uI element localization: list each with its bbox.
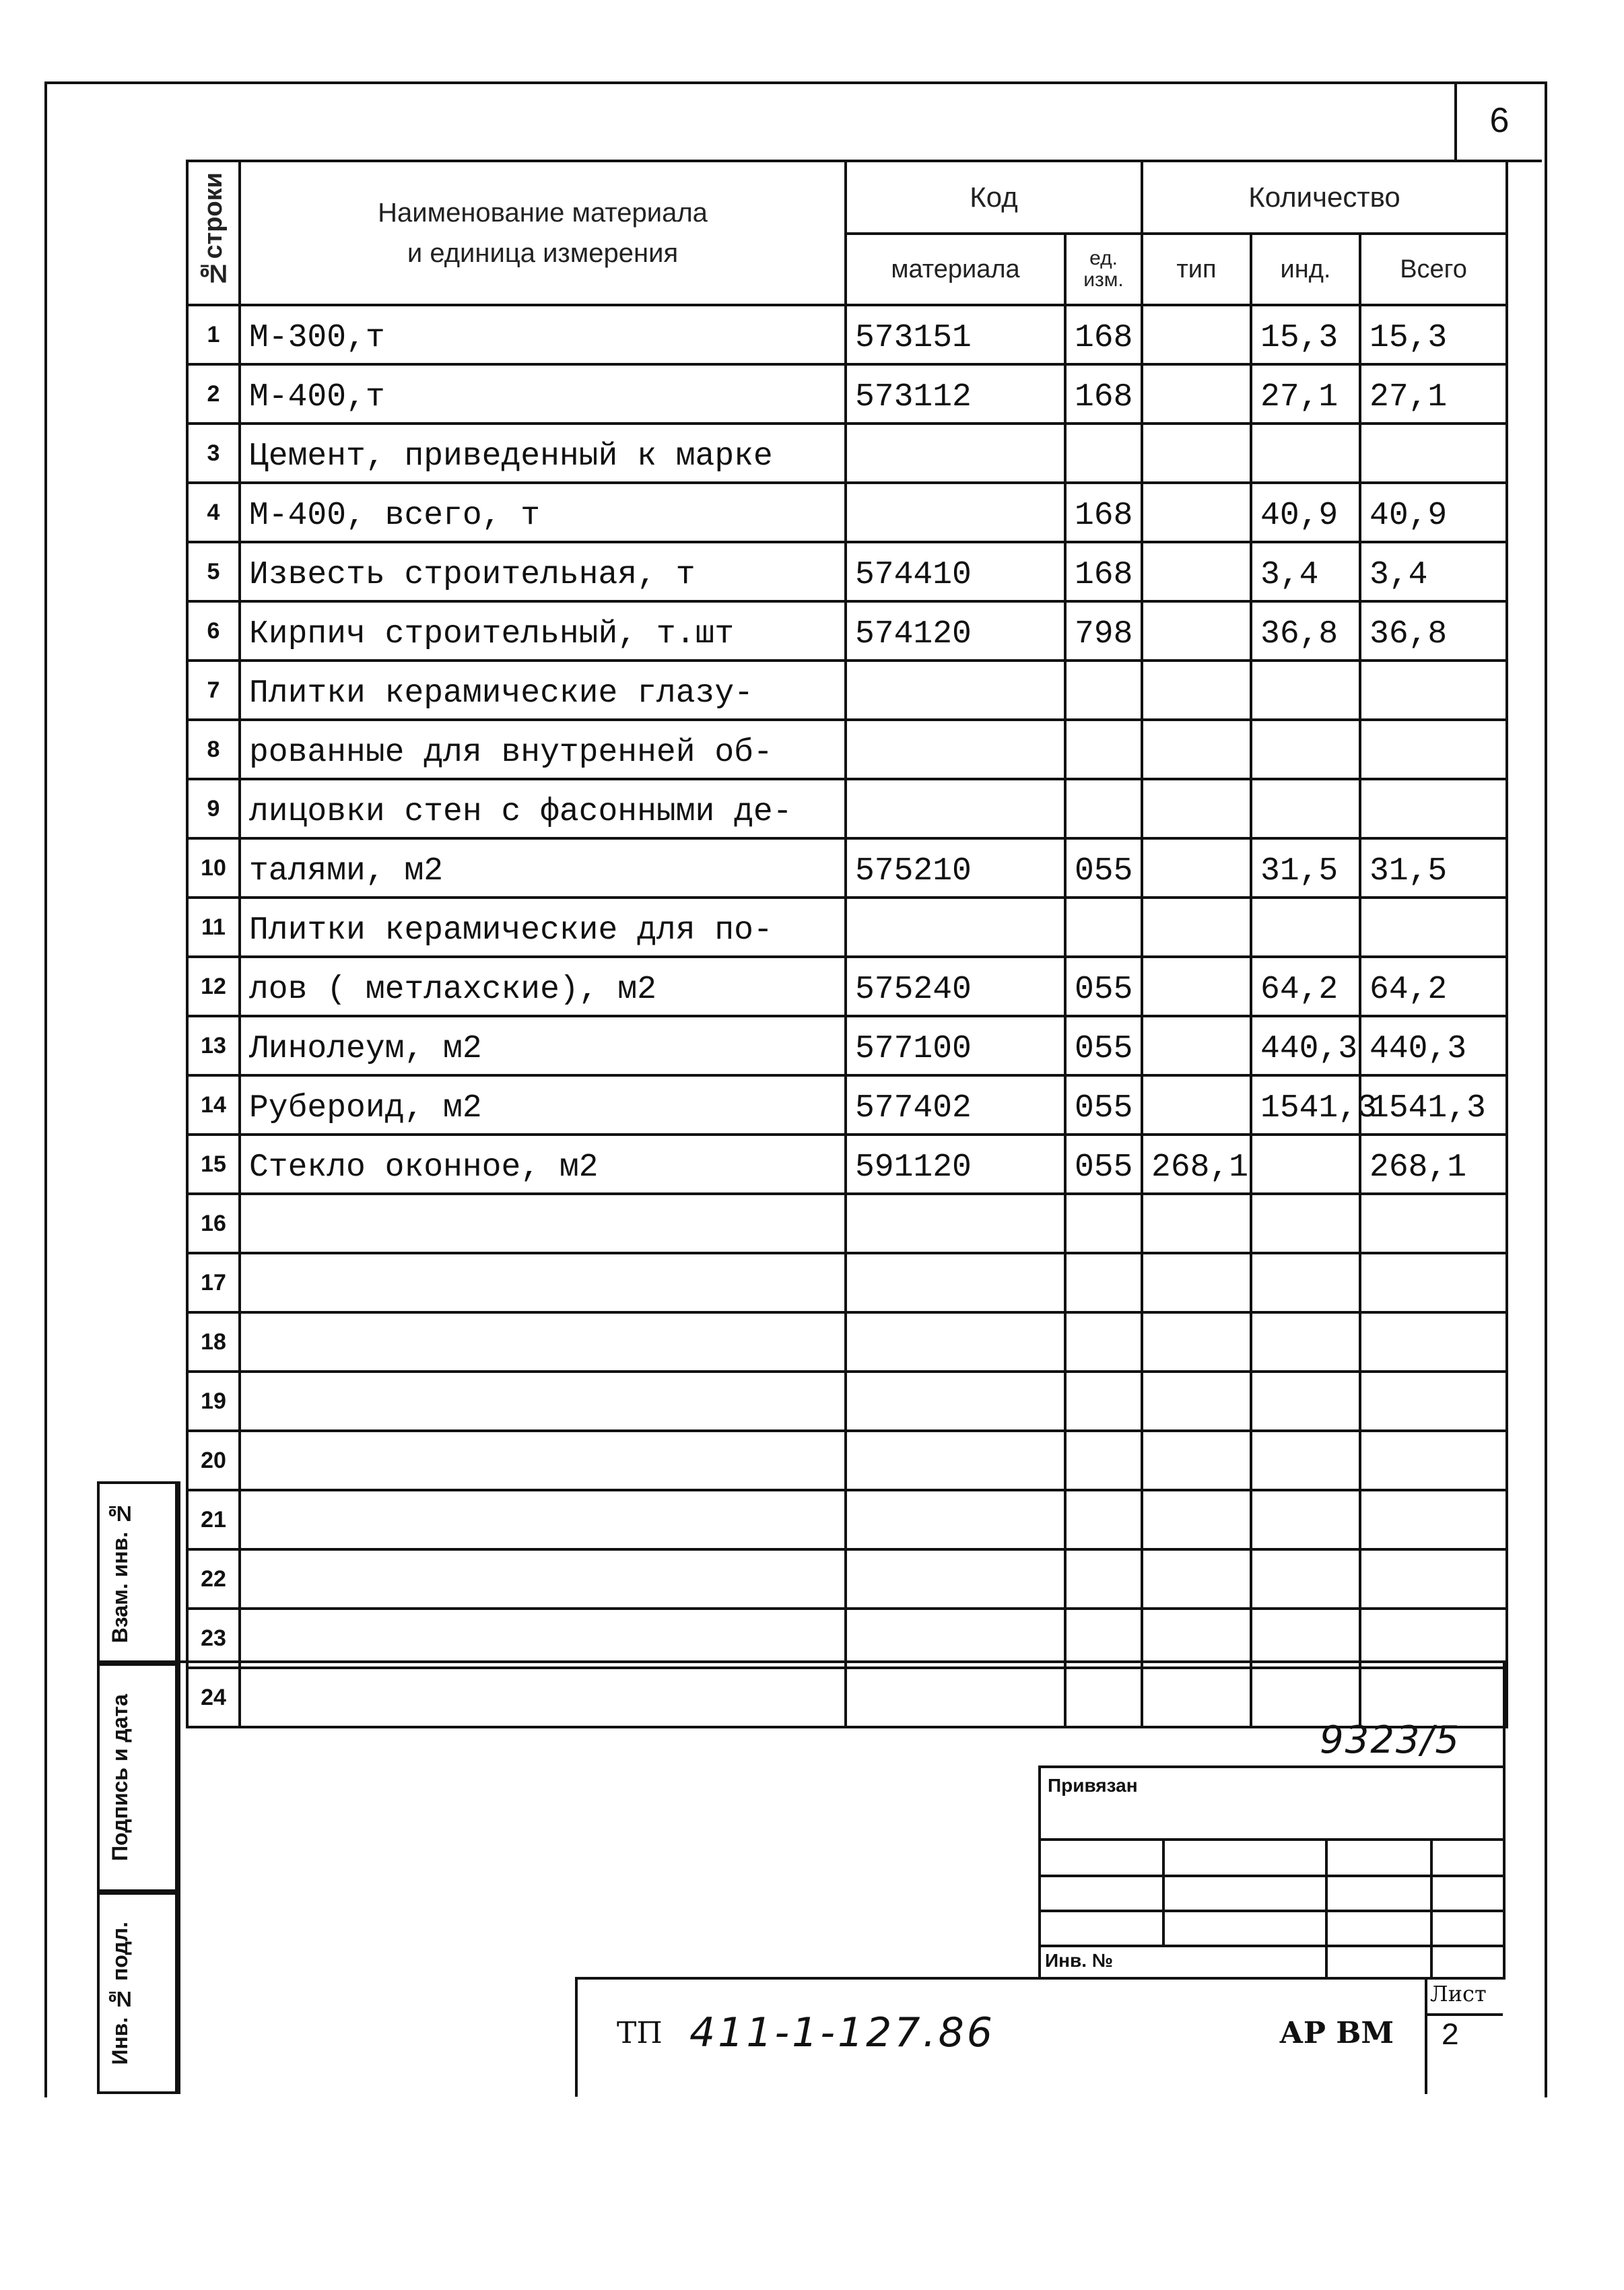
cell-name (240, 1194, 846, 1253)
signature-date-box (97, 1663, 178, 1892)
cell-ind: 40,9 (1251, 483, 1360, 542)
header-quantity: Количество (1142, 161, 1507, 234)
cell-total (1360, 1194, 1507, 1253)
cell-code (846, 1372, 1065, 1431)
table-row (187, 601, 1507, 661)
cell-typ: 268,1 (1142, 1135, 1251, 1194)
inv-original-label: Инв. № подл. (108, 1921, 132, 2065)
cell-typ (1142, 1372, 1251, 1431)
cell-typ (1142, 1490, 1251, 1549)
tb-line-2 (1038, 1875, 1503, 1877)
cell-ind: 31,5 (1251, 838, 1360, 898)
cell-unit: 798 (1065, 601, 1142, 661)
cell-n: 18 (187, 1312, 240, 1372)
cell-n: 20 (187, 1431, 240, 1490)
cell-n: 16 (187, 1194, 240, 1253)
cell-unit (1065, 1609, 1142, 1668)
cell-unit: 055 (1065, 957, 1142, 1016)
cell-typ (1142, 542, 1251, 601)
cell-total (1360, 720, 1507, 779)
cell-n: 15 (187, 1135, 240, 1194)
cell-name: Кирпич строительный, т.шт (240, 601, 846, 661)
table-row (187, 1075, 1507, 1135)
table-row (187, 1490, 1507, 1549)
tb-line-1 (1038, 1838, 1503, 1841)
cell-ind (1251, 1372, 1360, 1431)
tb-vline-2 (1325, 1838, 1328, 1980)
cell-ind (1251, 1312, 1360, 1372)
cell-n: 19 (187, 1372, 240, 1431)
header-material: материала (846, 234, 1065, 305)
cell-unit (1065, 779, 1142, 838)
cell-n: 21 (187, 1490, 240, 1549)
cell-code (846, 1253, 1065, 1312)
cell-n: 12 (187, 957, 240, 1016)
table-row (187, 1668, 1507, 1727)
cell-code (846, 1312, 1065, 1372)
cell-total: 3,4 (1360, 542, 1507, 601)
cell-name: Известь строительная, т (240, 542, 846, 601)
cell-unit (1065, 1312, 1142, 1372)
cell-typ (1142, 1194, 1251, 1253)
cell-typ (1142, 1609, 1251, 1668)
cell-name: Рубероид, м2 (240, 1075, 846, 1135)
cell-unit (1065, 661, 1142, 720)
header-name (240, 161, 846, 305)
page-number: 6 (1454, 81, 1542, 162)
cell-name (240, 1549, 846, 1609)
cell-total: 15,3 (1360, 305, 1507, 364)
cell-n: 8 (187, 720, 240, 779)
cell-total (1360, 1372, 1507, 1431)
table-row (187, 542, 1507, 601)
cell-total (1360, 779, 1507, 838)
cell-name (240, 1431, 846, 1490)
cell-total (1360, 1549, 1507, 1609)
table-row (187, 957, 1507, 1016)
replaced-inv-box (97, 1481, 178, 1663)
cell-total (1360, 1253, 1507, 1312)
cell-code (846, 1668, 1065, 1727)
cell-unit (1065, 1668, 1142, 1727)
cell-typ (1142, 1312, 1251, 1372)
cell-total (1360, 661, 1507, 720)
table-row (187, 1016, 1507, 1075)
cell-typ (1142, 305, 1251, 364)
header-name-line2: и единица измерения (407, 238, 679, 268)
materials-table (186, 160, 1508, 1728)
handwritten-number: 9323/5 (1320, 1718, 1461, 1762)
cell-name (240, 1312, 846, 1372)
tb-line-4 (1038, 1945, 1503, 1947)
cell-name: Цемент, приведенный к марке (240, 424, 846, 483)
cell-ind: 36,8 (1251, 601, 1360, 661)
cell-code (846, 1549, 1065, 1609)
cell-total: 64,2 (1360, 957, 1507, 1016)
cell-unit: 055 (1065, 1135, 1142, 1194)
cell-ind (1251, 1490, 1360, 1549)
cell-ind (1251, 1431, 1360, 1490)
cell-total (1360, 898, 1507, 957)
attached-label: Привязан (1048, 1775, 1138, 1796)
cell-code: 575210 (846, 838, 1065, 898)
cell-typ (1142, 957, 1251, 1016)
cell-total: 1541,3 (1360, 1075, 1507, 1135)
cell-unit (1065, 1549, 1142, 1609)
cell-n: 4 (187, 483, 240, 542)
cell-name (240, 1372, 846, 1431)
table-bottom-line (178, 1660, 1505, 1663)
header-ind: инд. (1251, 234, 1360, 305)
signature-date-label: Подпись и дата (108, 1694, 132, 1861)
table-row (187, 1194, 1507, 1253)
cell-typ (1142, 1075, 1251, 1135)
cell-unit (1065, 424, 1142, 483)
cell-n: 9 (187, 779, 240, 838)
cell-total (1360, 1312, 1507, 1372)
cell-typ (1142, 424, 1251, 483)
cell-unit: 055 (1065, 1016, 1142, 1075)
header-name-line1: Наименование материала (378, 198, 708, 228)
cell-unit: 168 (1065, 305, 1142, 364)
cell-unit (1065, 720, 1142, 779)
cell-code: 591120 (846, 1135, 1065, 1194)
table-row (187, 424, 1507, 483)
cell-code (846, 898, 1065, 957)
cell-n: 17 (187, 1253, 240, 1312)
cell-code: 573112 (846, 364, 1065, 424)
cell-ind: 1541,3 (1251, 1075, 1360, 1135)
cell-typ (1142, 838, 1251, 898)
cell-unit (1065, 898, 1142, 957)
tb-vline-1 (1162, 1838, 1165, 1945)
cell-code (846, 1431, 1065, 1490)
cell-unit (1065, 1490, 1142, 1549)
inv-no-label: Инв. № (1045, 1950, 1114, 1971)
cell-typ (1142, 898, 1251, 957)
cell-typ (1142, 779, 1251, 838)
cell-ind (1251, 720, 1360, 779)
cell-typ (1142, 1668, 1251, 1727)
cell-total: 36,8 (1360, 601, 1507, 661)
sheet-number: 2 (1441, 2019, 1460, 2054)
cell-name (240, 1253, 846, 1312)
table-row (187, 1431, 1507, 1490)
cell-ind (1251, 1135, 1360, 1194)
cell-name: М-400, всего, т (240, 483, 846, 542)
cell-typ (1142, 1431, 1251, 1490)
cell-typ (1142, 720, 1251, 779)
cell-typ (1142, 661, 1251, 720)
cell-total: 40,9 (1360, 483, 1507, 542)
cell-name: Плитки керамические глазу- (240, 661, 846, 720)
cell-unit (1065, 1194, 1142, 1253)
cell-name: лицовки стен с фасонными де- (240, 779, 846, 838)
cell-unit: 055 (1065, 838, 1142, 898)
table-row (187, 720, 1507, 779)
cell-code: 574410 (846, 542, 1065, 601)
cell-name (240, 1668, 846, 1727)
cell-code: 577402 (846, 1075, 1065, 1135)
cell-total: 27,1 (1360, 364, 1507, 424)
cell-total: 440,3 (1360, 1016, 1507, 1075)
cell-name: Линолеум, м2 (240, 1016, 846, 1075)
cell-typ (1142, 601, 1251, 661)
header-typ: тип (1142, 234, 1251, 305)
table-row (187, 779, 1507, 838)
cell-ind (1251, 1194, 1360, 1253)
cell-unit: 168 (1065, 542, 1142, 601)
table-row (187, 364, 1507, 424)
cell-n: 3 (187, 424, 240, 483)
doc-prefix: ТП (617, 2016, 663, 2050)
cell-code: 574120 (846, 601, 1065, 661)
table-row (187, 483, 1507, 542)
cell-typ (1142, 364, 1251, 424)
cell-code: 575240 (846, 957, 1065, 1016)
cell-code (846, 720, 1065, 779)
header-code: Код (846, 161, 1142, 234)
cell-unit (1065, 1372, 1142, 1431)
cell-total (1360, 1490, 1507, 1549)
cell-n: 6 (187, 601, 240, 661)
cell-unit: 055 (1065, 1075, 1142, 1135)
cell-ind: 3,4 (1251, 542, 1360, 601)
cell-n: 2 (187, 364, 240, 424)
cell-typ (1142, 483, 1251, 542)
header-unit: ед. изм. (1065, 234, 1142, 305)
cell-code: 577100 (846, 1016, 1065, 1075)
table-row (187, 661, 1507, 720)
cell-code (846, 779, 1065, 838)
cell-unit: 168 (1065, 483, 1142, 542)
table-row (187, 1372, 1507, 1431)
cell-code: 573151 (846, 305, 1065, 364)
cell-n: 1 (187, 305, 240, 364)
table-row (187, 1135, 1507, 1194)
cell-typ (1142, 1016, 1251, 1075)
cell-typ (1142, 1549, 1251, 1609)
cell-total: 268,1 (1360, 1135, 1507, 1194)
table-row (187, 838, 1507, 898)
doc-number: 411-1-127.86 (689, 2009, 995, 2056)
replaced-inv-label: Взам. инв. № (108, 1501, 132, 1644)
cell-ind: 27,1 (1251, 364, 1360, 424)
cell-ind: 15,3 (1251, 305, 1360, 364)
cell-n: 7 (187, 661, 240, 720)
table-row (187, 1549, 1507, 1609)
tb-line-3 (1038, 1910, 1503, 1912)
cell-ind (1251, 1609, 1360, 1668)
table-row (187, 1312, 1507, 1372)
doc-code: АР ВМ (1279, 2016, 1394, 2050)
cell-unit (1065, 1253, 1142, 1312)
cell-ind: 440,3 (1251, 1016, 1360, 1075)
tb-vline-3 (1430, 1838, 1433, 1980)
cell-n: 24 (187, 1668, 240, 1727)
cell-total (1360, 424, 1507, 483)
cell-name: М-400,т (240, 364, 846, 424)
cell-ind: 64,2 (1251, 957, 1360, 1016)
inv-original-box (97, 1892, 178, 2094)
cell-code (846, 1490, 1065, 1549)
cell-n: 14 (187, 1075, 240, 1135)
cell-code (846, 1609, 1065, 1668)
cell-total: 31,5 (1360, 838, 1507, 898)
cell-name: М-300,т (240, 305, 846, 364)
sheet-hline (1425, 2013, 1503, 2016)
cell-ind (1251, 898, 1360, 957)
cell-name: лов ( метлахские), м2 (240, 957, 846, 1016)
cell-name: талями, м2 (240, 838, 846, 898)
cell-typ (1142, 1253, 1251, 1312)
cell-ind (1251, 661, 1360, 720)
cell-total (1360, 1431, 1507, 1490)
header-row-number: №строки (187, 161, 240, 305)
cell-n: 23 (187, 1609, 240, 1668)
cell-code (846, 1194, 1065, 1253)
cell-ind (1251, 424, 1360, 483)
cell-name: Плитки керамические для по- (240, 898, 846, 957)
cell-n: 10 (187, 838, 240, 898)
header-total: Всего (1360, 234, 1507, 305)
cell-n: 22 (187, 1549, 240, 1609)
cell-ind (1251, 1253, 1360, 1312)
cell-unit: 168 (1065, 364, 1142, 424)
cell-name: рованные для внутренней об- (240, 720, 846, 779)
table-row (187, 1609, 1507, 1668)
cell-ind (1251, 779, 1360, 838)
cell-n: 13 (187, 1016, 240, 1075)
sheet-vline (1425, 1977, 1427, 2094)
cell-name (240, 1490, 846, 1549)
table-row (187, 305, 1507, 364)
cell-n: 11 (187, 898, 240, 957)
cell-unit (1065, 1431, 1142, 1490)
table-row (187, 1253, 1507, 1312)
left-stamp-line (178, 1481, 180, 2094)
cell-code (846, 483, 1065, 542)
sheet-label: Лист (1430, 1981, 1487, 2007)
cell-code (846, 424, 1065, 483)
cell-name (240, 1609, 846, 1668)
table-row (187, 898, 1507, 957)
cell-ind (1251, 1549, 1360, 1609)
cell-name: Стекло оконное, м2 (240, 1135, 846, 1194)
cell-n: 5 (187, 542, 240, 601)
cell-total (1360, 1609, 1507, 1668)
cell-code (846, 661, 1065, 720)
